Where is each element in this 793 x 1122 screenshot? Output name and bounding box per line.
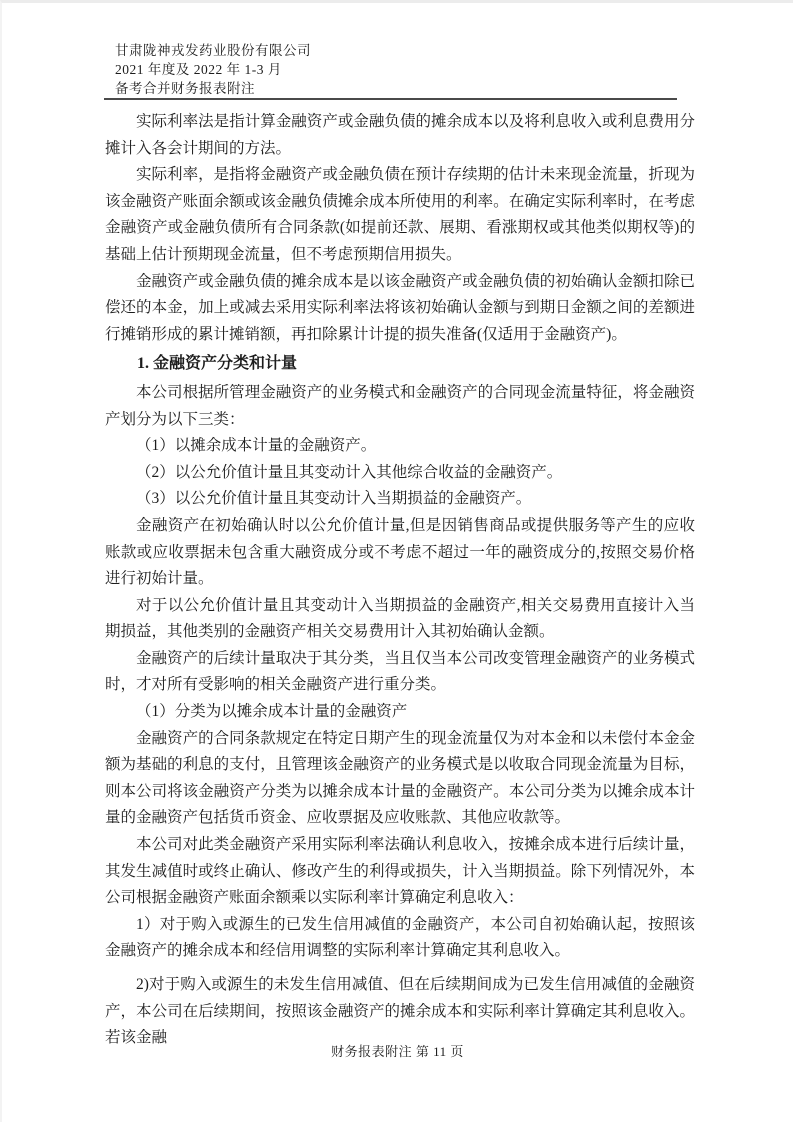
header-divider-rule xyxy=(104,98,677,100)
paragraph-effective-interest-rate: 实际利率，是指将金融资产或金融负债在预计存续期的估计未来现金流量，折现为该金融资产账面余额或该金融负债摊余成本所使用的利率。在确定实际利率时，在考虑金融资产或金融负债所有合同条款(如提前还款、展期、看涨期权或其他类似期权等)的基础上估计预期现金流量，但不考虑预期信用损失。 xyxy=(105,166,695,263)
paragraph-contract-terms: 金融资产的合同条款规定在特定日期产生的现金流量仅为对本金和以未偿付本金金额为基础的利息的支付，且管理该金融资产的业务模式是以收取合同现金流量为目标，则本公司将该金融资产分类为以摊余成本计量的金融资产。本公司分类为以摊余成本计量的金融资产包括货币资金、应收票据及应收账款、其他应收款等。 xyxy=(105,729,695,827)
list-item-credit-impaired-2: 2)对于购入或源生的未发生信用减值、但在后续期间成为已发生信用减值的金融资产，本公司在后续期间，按照该金融资产的摊余成本和实际利率计算确定其利息收入。若该金融 xyxy=(105,976,695,1047)
paragraph-effective-interest-method: 实际利率法是指计算金融资产或金融负债的摊余成本以及将利息收入或利息费用分摊计入各会计期间的方法。 xyxy=(105,113,695,157)
paragraph-three-categories-intro: 本公司根据所管理金融资产的业务模式和金融资产的合同现金流量特征，将金融资产划分为以下三类： xyxy=(105,383,695,428)
list-item-credit-impaired-1: 1）对于购入或源生的已发生信用减值的金融资产，本公司自初始确认起，按照该金融资产的摊余成本和经信用调整的实际利率计算确定其利息收入。 xyxy=(105,915,695,960)
header-doc-title: 备考合并财务报表附注 xyxy=(115,81,255,96)
paragraph-subsequent-measurement: 金融资产的后续计量取决于其分类，当且仅当本公司改变管理金融资产的业务模式时，才对所有受影响的相关金融资产进行重分类。 xyxy=(105,649,695,694)
header-company-name: 甘肃陇神戎发药业股份有限公司 xyxy=(115,43,311,58)
document-body xyxy=(105,109,695,1052)
paragraph-amortized-cost-definition: 金融资产或金融负债的摊余成本是以该金融资产或金融负债的初始确认金额扣除已偿还的本金，加上或减去采用实际利率法将该初始确认金额与到期日金额之间的差额进行摊销形成的累计摊销额，再扣除累计计提的损失准备(仅适用于金融资产)。 xyxy=(105,272,695,343)
page-header xyxy=(115,41,311,98)
footer-page-number-label: 财务报表附注 第 11 页 xyxy=(331,1044,464,1059)
header-report-period: 2021 年度及 2022 年 1-3 月 xyxy=(115,62,282,77)
section-heading-classification: 1. 金融资产分类和计量 xyxy=(137,355,298,373)
paragraph-interest-income-recognition: 本公司对此类金融资产采用实际利率法确认利息收入，按摊余成本进行后续计量，其发生减值时或终止确认、修改产生的利得或损失，计入当期损益。除下列情况外，本公司根据金融资产账面余额乘以实际利率计算确定利息收入： xyxy=(105,836,695,907)
list-item-category-2: （2）以公允价值计量且其变动计入其他综合收益的金融资产。 xyxy=(136,463,563,481)
paragraph-initial-measurement: 金融资产在初始确认时以公允价值计量,但是因销售商品或提供服务等产生的应收账款或应收票据未包含重大融资成分或不考虑不超过一年的融资成分的,按照交易价格进行初始计量。 xyxy=(105,516,695,588)
page-footer xyxy=(2,1041,793,1060)
list-item-category-3: （3）以公允价值计量且其变动计入当期损益的金融资产。 xyxy=(136,490,532,508)
subheading-amortized-cost-class: （1）分类为以摊余成本计量的金融资产 xyxy=(136,703,408,721)
list-item-category-1: （1）以摊余成本计量的金融资产。 xyxy=(136,437,377,455)
paragraph-transaction-costs: 对于以公允价值计量且其变动计入当期损益的金融资产,相关交易费用直接计入当期损益，其他类别的金融资产相关交易费用计入其初始确认金额。 xyxy=(105,596,695,641)
